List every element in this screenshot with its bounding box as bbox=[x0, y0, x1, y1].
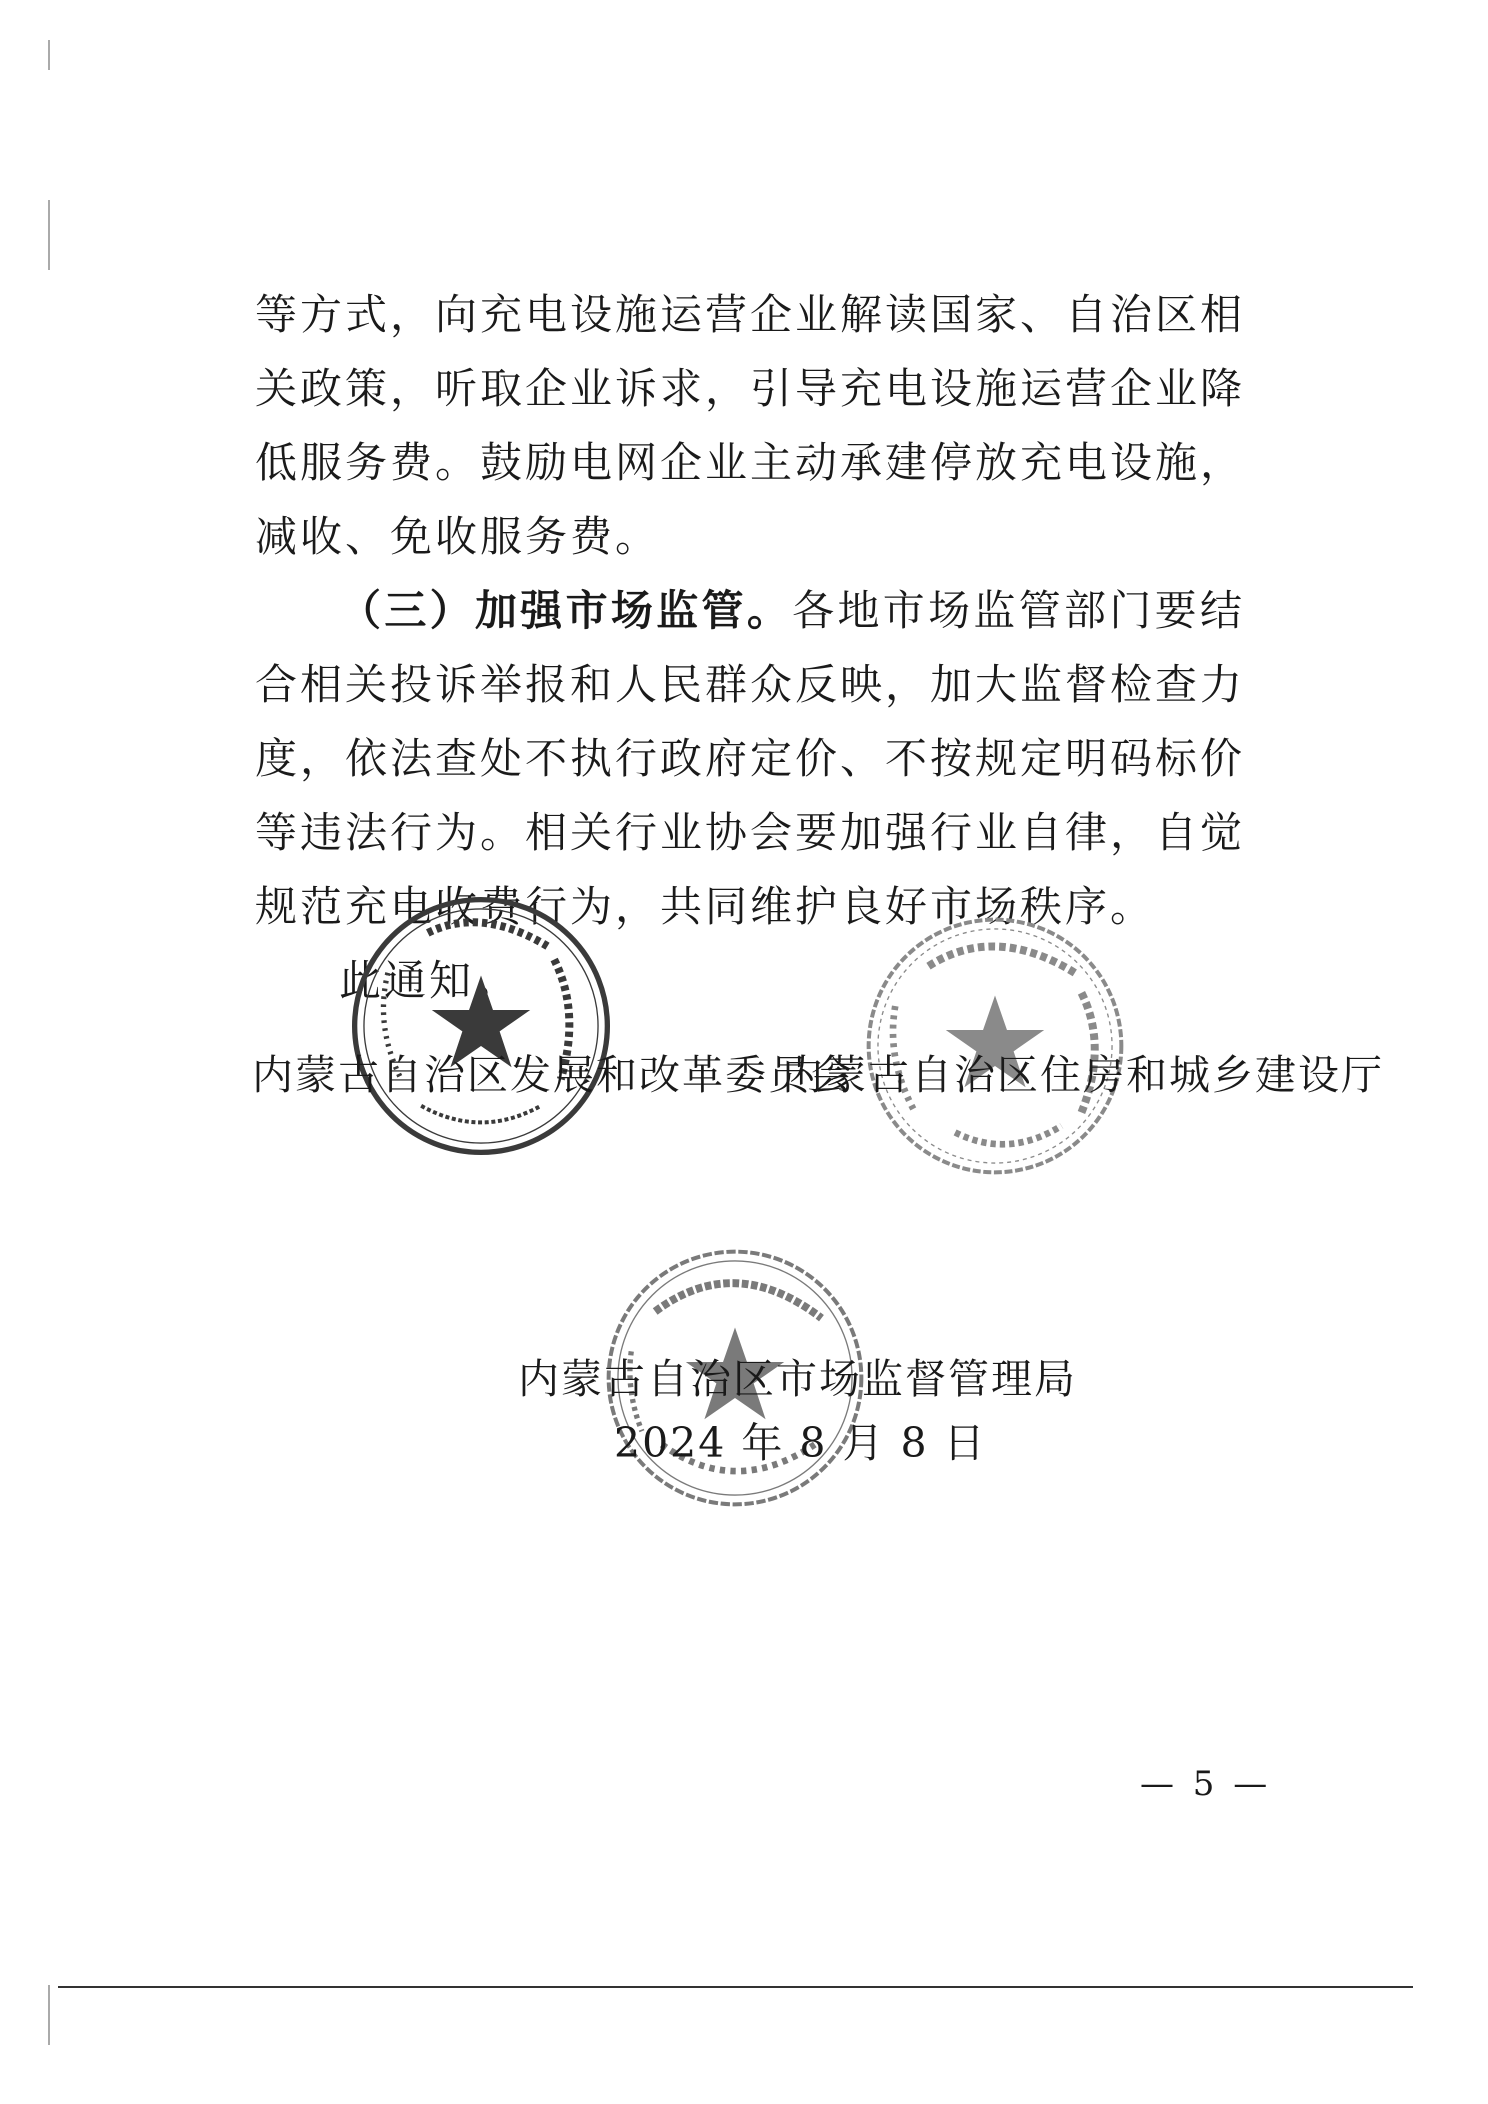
footer-rule bbox=[58, 1986, 1413, 1988]
paragraph-text: 各地市场监管部门要结合相关投诉举报和人民群众反映，加大监督检查力度，依法查处不执行政府定价、不按规定明码标价等违法行为。相关行业协会要加强行业自律，自觉规范充电收费行为，共同维护良好市场秩序。 bbox=[255, 586, 1246, 931]
issue-date: 2024 年 8 月 8 日 bbox=[614, 1419, 987, 1467]
paragraph-continuation bbox=[255, 278, 1245, 574]
ndrc-seal bbox=[348, 893, 614, 1159]
closing-text: 此通知。 bbox=[339, 956, 520, 1005]
section-heading: （三）加强市场监管。 bbox=[339, 586, 793, 635]
scan-artifact bbox=[48, 1985, 50, 2045]
signatory-ndrc: 内蒙古自治区发展和改革委员会 bbox=[252, 1051, 854, 1099]
page-number: — 5 — bbox=[1140, 1764, 1272, 1804]
scan-artifact bbox=[48, 200, 50, 270]
paragraph-market-supervision bbox=[255, 574, 1245, 944]
signatory-market-supervision: 内蒙古自治区市场监督管理局 bbox=[518, 1355, 1077, 1403]
signatory-housing: 内蒙古自治区住房和城乡建设厅 bbox=[782, 1051, 1384, 1099]
scan-artifact bbox=[48, 40, 50, 70]
paragraph-text: 等方式，向充电设施运营企业解读国家、自治区相关政策，听取企业诉求，引导充电设施运营企业降低服务费。鼓励电网企业主动承建停放充电设施，减收、免收服务费。 bbox=[255, 290, 1246, 561]
